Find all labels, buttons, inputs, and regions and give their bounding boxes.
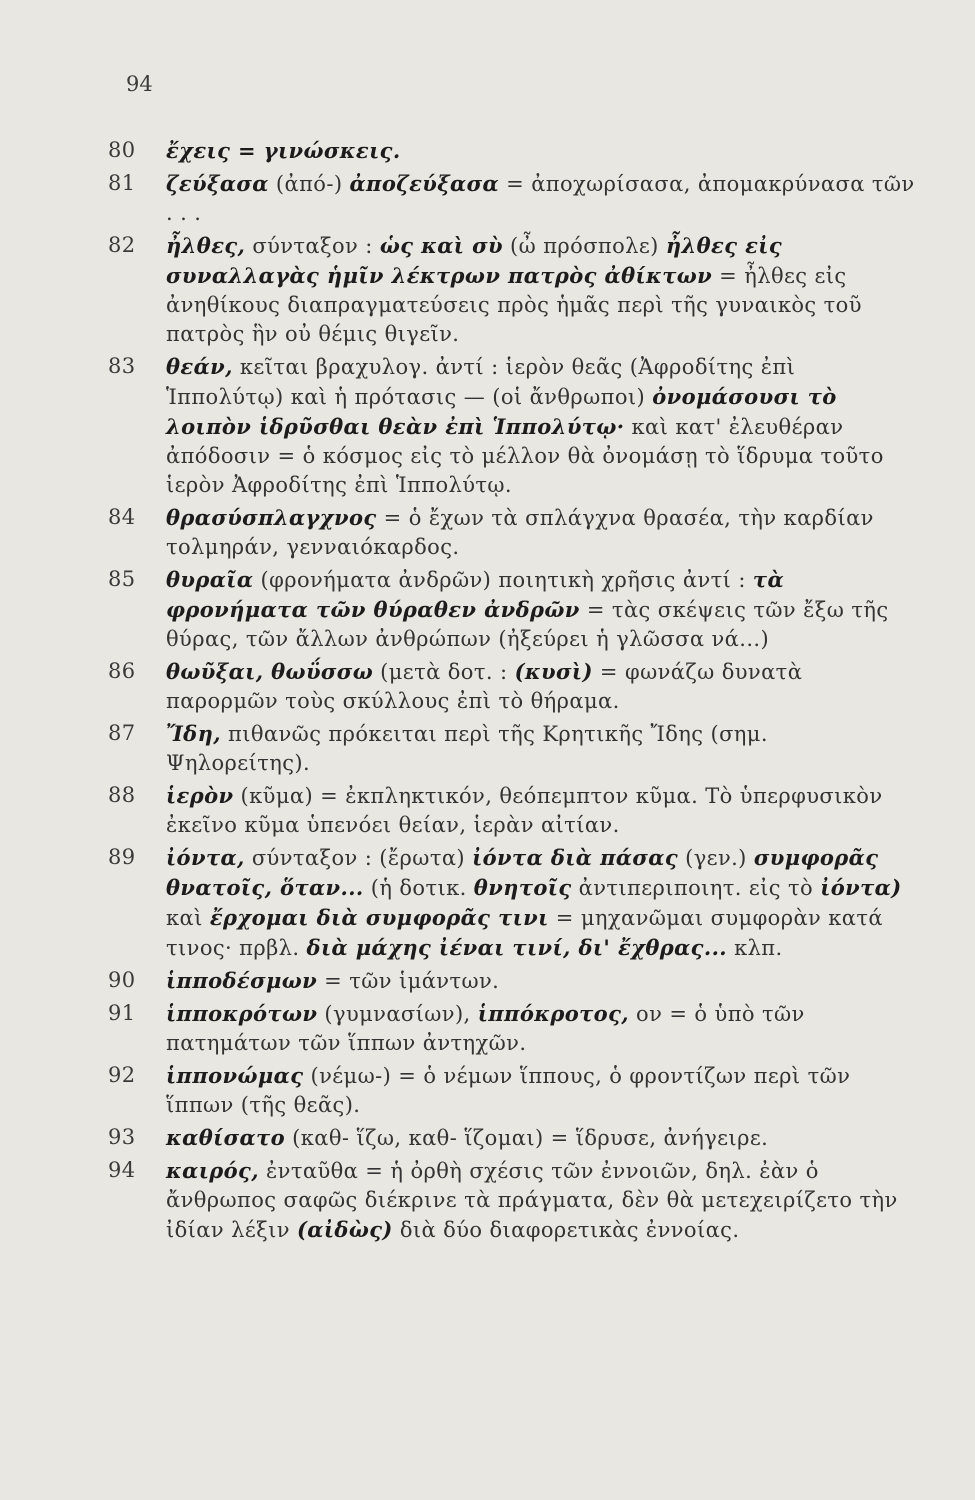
- entry-number: 93: [108, 1125, 136, 1149]
- glossary-entry: [108, 565, 918, 654]
- headword: ὀνομάσουσι τὸ λοιπὸν ἱδρῦσθαι θεὰν ἐπὶ Ἱππολύτῳ·: [166, 384, 837, 439]
- glossary-entry: [108, 1156, 918, 1245]
- headword: ἰόντα): [820, 875, 902, 900]
- entry-text: ον = ὁ ὑπὸ τῶν πατημάτων τῶν ἵππων ἀντηχῶν.: [166, 1002, 805, 1055]
- glossary-entry: [108, 503, 918, 562]
- entry-number: 87: [108, 721, 136, 745]
- entry-text: = τῶν ἱμάντων.: [317, 969, 500, 993]
- page-number: 94: [126, 72, 153, 96]
- headword: διὰ μάχης ἰέναι τινί, δι' ἔχθρας...: [306, 935, 727, 960]
- glossary-entry: [108, 1123, 918, 1153]
- headword: θεάν,: [166, 354, 233, 379]
- entry-number: 81: [108, 171, 136, 195]
- headword: συμφορᾶς θνατοῖς, ὅταν...: [166, 845, 879, 900]
- glossary-entry: [108, 843, 918, 963]
- entry-text: (φρονήματα ἀνδρῶν) ποιητικὴ χρῆσις ἀντί :: [253, 568, 753, 592]
- entry-text: (γεν.): [678, 846, 754, 870]
- glossary-entry: [108, 719, 918, 778]
- headword: τὰ φρονήματα τῶν θύραθεν ἀνδρῶν: [166, 567, 785, 622]
- headword: ἱππονώμας: [166, 1063, 304, 1088]
- entry-text: (ἀπό-): [268, 172, 350, 196]
- entry-number: 84: [108, 505, 136, 529]
- headword: ἱπποκρότων: [166, 1001, 318, 1026]
- headword: ἰόντα διὰ πάσας: [472, 845, 679, 870]
- entry-number: 91: [108, 1001, 136, 1025]
- entry-text: = ὁ ἔχων τὰ σπλάγχνα θρασέα, τὴν καρδίαν τολμηράν, γενναιόκαρδος.: [166, 506, 874, 559]
- entry-text: (ἡ δοτικ.: [363, 876, 474, 900]
- headword: καθίσατο: [166, 1125, 286, 1150]
- entry-text: = ἀποχωρίσασα, ἀπομακρύνασα τῶν . . .: [166, 172, 915, 225]
- glossary-entry: [108, 136, 918, 166]
- headword: ἱππόκροτος,: [477, 1001, 629, 1026]
- headword: καιρός,: [166, 1158, 259, 1183]
- entry-number: 89: [108, 845, 136, 869]
- headword: ἱπποδέσμων: [166, 968, 318, 993]
- entry-number: 82: [108, 233, 136, 257]
- entry-number: 92: [108, 1063, 136, 1087]
- entry-text: καὶ: [166, 906, 210, 930]
- entry-text: (νέμω-) = ὁ νέμων ἵππους, ὁ φροντίζων περὶ τῶν ἵππων (τῆς θεᾶς).: [166, 1064, 851, 1117]
- entry-text: (ὦ πρόσπολε): [502, 234, 666, 258]
- headword: ἔχεις = γινώσκεις.: [166, 138, 401, 163]
- headword: θρασύσπλαγχνος: [166, 505, 377, 530]
- headword: ἦλθες,: [166, 233, 246, 258]
- headword: ἔρχομαι διὰ συμφορᾶς τινι: [209, 905, 549, 930]
- entry-number: 90: [108, 968, 136, 992]
- headword: θνητοῖς: [473, 875, 572, 900]
- headword: ὡς καὶ σὺ: [379, 233, 503, 258]
- entry-text: = τὰς σκέψεις τῶν ἔξω τῆς θύρας, τῶν ἄλλων ἀνθρώπων (ἠξεύρει ἡ γλῶσσα νά...): [166, 598, 889, 651]
- entry-text: κεῖται βραχυλογ. ἀντί : ἱερὸν θεᾶς (Ἀφροδίτης ἐπὶ Ἱππολύτῳ) καὶ ἡ πρότασις — (οἱ ἄνθρωποι): [166, 355, 796, 409]
- headword: θυραῖα: [166, 567, 254, 592]
- headword: Ἴδη,: [166, 721, 221, 746]
- headword: ζεύξασα: [166, 171, 269, 196]
- headword: ἰόντα,: [166, 845, 245, 870]
- entry-text: (καθ- ἵζω, καθ- ἵζομαι) = ἵδρυσε, ἀνήγειρε.: [285, 1126, 769, 1150]
- glossary-entry: [108, 657, 918, 716]
- entry-number: 80: [108, 138, 136, 162]
- glossary-entries: [108, 136, 918, 1248]
- entry-text: σύνταξον :: [245, 234, 380, 258]
- glossary-entry: [108, 231, 918, 349]
- glossary-entry: [108, 966, 918, 996]
- entry-text: σύνταξον : (ἔρωτα): [244, 846, 473, 870]
- headword: θωῦξαι, θωΰσσω: [166, 659, 374, 684]
- entry-text: = φωνάζω δυνατὰ παρορμῶν τοὺς σκύλλους ἐπὶ τὸ θήραμα.: [166, 660, 803, 713]
- glossary-entry: [108, 999, 918, 1058]
- entry-text: (κῦμα) = ἐκπληκτικόν, θεόπεμπτον κῦμα. Τὸ ὑπερφυσικὸν ἐκεῖνο κῦμα ὑπενόει θείαν, ἱερὰν αἰτίαν.: [166, 784, 883, 837]
- headword: ἱερὸν: [166, 783, 234, 808]
- entry-text: (γυμνασίων),: [317, 1002, 478, 1026]
- entry-text: κλπ.: [727, 936, 783, 960]
- entry-number: 94: [108, 1158, 136, 1182]
- entry-text: ἐνταῦθα = ἡ ὀρθὴ σχέσις τῶν ἐννοιῶν, δηλ. ἐὰν ὁ ἄνθρωπος σαφῶς διέκρινε τὰ πράγματα, δὲν θὰ μετεχειρίζετο τὴν ἰδίαν λέξιν: [166, 1159, 898, 1242]
- glossary-entry: [108, 352, 918, 500]
- headword: ἀποζεύξασα: [349, 171, 500, 196]
- entry-text: (μετὰ δοτ. :: [373, 660, 515, 684]
- entry-text: διὰ δύο διαφορετικὰς ἐννοίας.: [392, 1218, 740, 1242]
- entry-number: 88: [108, 783, 136, 807]
- glossary-entry: [108, 1061, 918, 1120]
- entry-text: καὶ κατ' ἐλευθέραν ἀπόδοσιν = ὁ κόσμος εἰς τὸ μέλλον θὰ ὀνομάσῃ τὸ ἵδρυμα τοῦτο ἱερὸν Ἀφροδίτης ἐπὶ Ἱππολύτῳ.: [166, 415, 884, 497]
- entry-text: = μηχανῶμαι συμφορὰν κατά τινος· πρβλ.: [166, 906, 883, 960]
- headword: (κυσὶ): [514, 659, 593, 684]
- headword: (αἰδὼς): [296, 1217, 393, 1242]
- entry-text: ἀντιπεριποιητ. εἰς τὸ: [571, 876, 821, 900]
- glossary-entry: [108, 781, 918, 840]
- entry-number: 83: [108, 354, 136, 378]
- glossary-entry: [108, 169, 918, 228]
- entry-text: πιθανῶς πρόκειται περὶ τῆς Κρητικῆς Ἴδης (σημ. Ψηλορείτης).: [166, 722, 768, 775]
- entry-text: = ἦλθες εἰς ἀνηθίκους διαπραγματεύσεις πρὸς ἡμᾶς περὶ τῆς γυναικὸς τοῦ πατρὸς ἣν οὐ θέμις θιγεῖν.: [166, 264, 862, 346]
- headword: ἦλθες εἰς συναλλαγὰς ἡμῖν λέκτρων πατρὸς ἀθίκτων: [166, 233, 783, 288]
- entry-number: 86: [108, 659, 136, 683]
- entry-number: 85: [108, 567, 136, 591]
